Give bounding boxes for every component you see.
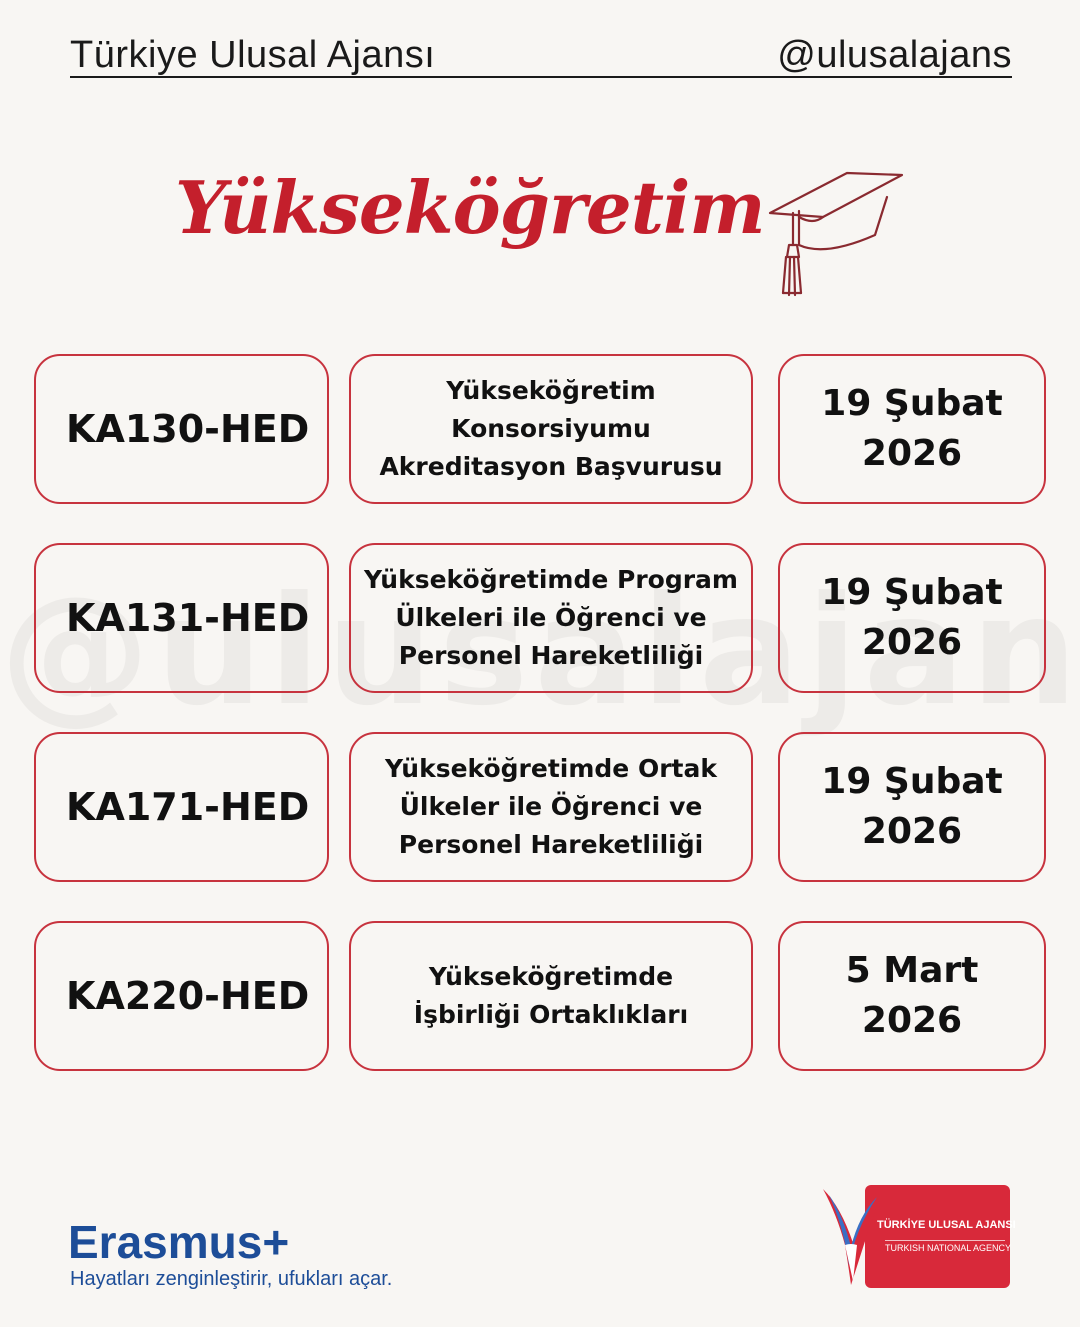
agency-logo-icon — [815, 1185, 885, 1288]
header-handle: @ulusalajans — [777, 34, 1012, 76]
program-description: Yükseköğretimde Ortak Ülkeler ile Öğrenci ve Personel Hareketliliği — [349, 732, 753, 882]
deadline-date: 5 Mart 2026 — [778, 921, 1046, 1071]
program-code-ka131: KA131-HED — [34, 543, 329, 693]
program-description: Yükseköğretim Konsorsiyumu Akreditasyon Başvurusu — [349, 354, 753, 504]
program-code-ka171: KA171-HED — [34, 732, 329, 882]
program-code-ka130: KA130-HED — [34, 354, 329, 504]
deadline-date: 19 Şubat 2026 — [778, 732, 1046, 882]
deadline-date: 19 Şubat 2026 — [778, 543, 1046, 693]
program-description: Yükseköğretimde İşbirliği Ortaklıkları — [349, 921, 753, 1071]
graduation-cap-icon — [765, 165, 905, 300]
agency-logo-subtitle: TURKISH NATIONAL AGENCY — [885, 1240, 1005, 1253]
agency-logo — [815, 1185, 1016, 1288]
agency-logo-name: TÜRKİYE ULUSAL AJANSI — [877, 1219, 1016, 1231]
erasmus-logo-text: Erasmus+ — [68, 1216, 290, 1268]
deadline-date: 19 Şubat 2026 — [778, 354, 1046, 504]
program-description: Yükseköğretimde Program Ülkeleri ile Öğrenci ve Personel Hareketliliği — [349, 543, 753, 693]
program-code-ka220: KA220-HED — [34, 921, 329, 1071]
agency-logo-badge — [865, 1185, 1016, 1288]
header-agency-name: Türkiye Ulusal Ajansı — [70, 34, 436, 76]
erasmus-tagline: Hayatları zenginleştirir, ufukları açar. — [70, 1268, 393, 1290]
page-title: Yükseköğretim — [175, 165, 765, 250]
